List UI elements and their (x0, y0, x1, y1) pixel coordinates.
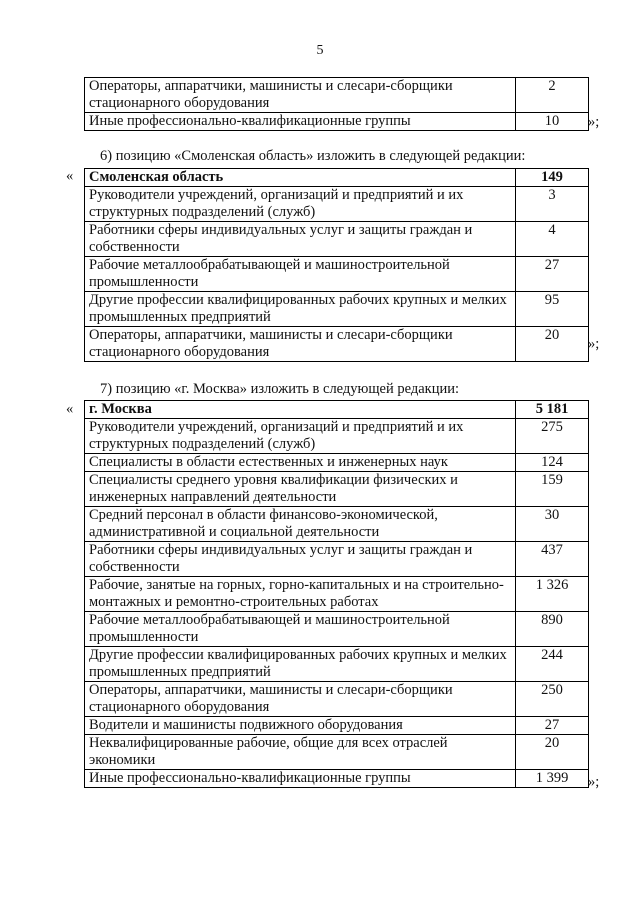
row-value: 1 399 (516, 770, 589, 788)
row-label: Рабочие металлообрабатывающей и машиностроительной промышленности (85, 257, 516, 292)
row-label: Средний персонал в области финансово-экономической, административной и социальной деятельности (85, 507, 516, 542)
row-label: Руководители учреждений, организаций и предприятий и их структурных подразделений (служб) (85, 187, 516, 222)
table-row (85, 454, 589, 472)
row-value: 3 (516, 187, 589, 222)
table-row (85, 187, 589, 222)
table-header-row (85, 169, 589, 187)
region-total: 149 (516, 169, 589, 187)
row-label: Работники сферы индивидуальных услуг и защиты граждан и собственности (85, 222, 516, 257)
open-quote: « (66, 401, 74, 417)
row-label: Другие профессии квалифицированных рабочих крупных и мелких промышленных предприятий (85, 647, 516, 682)
row-value: 124 (516, 454, 589, 472)
table-row (85, 717, 589, 735)
table-row (85, 682, 589, 717)
region-total: 5 181 (516, 401, 589, 419)
table-row (85, 222, 589, 257)
section7-intro: 7) позицию «г. Москва» изложить в следующей редакции: (100, 381, 460, 397)
row-value: 2 (516, 78, 589, 113)
table-row (85, 577, 589, 612)
close-quote: »; (588, 774, 600, 790)
row-label: Операторы, аппаратчики, машинисты и слесари-сборщики стационарного оборудования (85, 327, 516, 362)
table-row (85, 647, 589, 682)
table-row (85, 78, 589, 113)
table-row (85, 257, 589, 292)
row-label: Рабочие, занятые на горных, горно-капитальных и на строительно-монтажных и ремонтно-строительных работах (85, 577, 516, 612)
open-quote: « (66, 168, 74, 184)
row-value: 10 (516, 113, 589, 131)
table-row (85, 292, 589, 327)
row-value: 4 (516, 222, 589, 257)
row-value: 30 (516, 507, 589, 542)
row-label: Водители и машинисты подвижного оборудования (85, 717, 516, 735)
table-row (85, 472, 589, 507)
row-value: 20 (516, 735, 589, 770)
table-row (85, 113, 589, 131)
close-quote: »; (588, 114, 600, 130)
row-label: Специалисты среднего уровня квалификации физических и инженерных направлений деятельности (85, 472, 516, 507)
close-quote: »; (588, 336, 600, 352)
row-value: 244 (516, 647, 589, 682)
row-label: Другие профессии квалифицированных рабочих крупных и мелких промышленных предприятий (85, 292, 516, 327)
row-value: 20 (516, 327, 589, 362)
table-row (85, 507, 589, 542)
region-name: г. Москва (85, 401, 516, 419)
row-label: Операторы, аппаратчики, машинисты и слесари-сборщики стационарного оборудования (85, 78, 516, 113)
region-name: Смоленская область (85, 169, 516, 187)
row-value: 275 (516, 419, 589, 454)
table-smolensk (84, 168, 589, 362)
row-value: 437 (516, 542, 589, 577)
table-moscow (84, 400, 589, 788)
table-row (85, 735, 589, 770)
row-label: Специалисты в области естественных и инженерных наук (85, 454, 516, 472)
row-value: 27 (516, 717, 589, 735)
row-label: Руководители учреждений, организаций и предприятий и их структурных подразделений (служб) (85, 419, 516, 454)
row-label: Иные профессионально-квалификационные группы (85, 113, 516, 131)
row-label: Работники сферы индивидуальных услуг и защиты граждан и собственности (85, 542, 516, 577)
row-label: Операторы, аппаратчики, машинисты и слесари-сборщики стационарного оборудования (85, 682, 516, 717)
row-value: 159 (516, 472, 589, 507)
row-label: Неквалифицированные рабочие, общие для всех отраслей экономики (85, 735, 516, 770)
table-continuation (84, 77, 589, 131)
row-value: 95 (516, 292, 589, 327)
row-value: 250 (516, 682, 589, 717)
table-row (85, 542, 589, 577)
section6-intro: 6) позицию «Смоленская область» изложить в следующей редакции: (100, 148, 526, 164)
page-number: 5 (316, 43, 324, 58)
table-row (85, 770, 589, 788)
table-header-row (85, 401, 589, 419)
table-row (85, 419, 589, 454)
row-value: 1 326 (516, 577, 589, 612)
table-row (85, 612, 589, 647)
table-row (85, 327, 589, 362)
row-label: Рабочие металлообрабатывающей и машиностроительной промышленности (85, 612, 516, 647)
row-value: 890 (516, 612, 589, 647)
row-value: 27 (516, 257, 589, 292)
row-label: Иные профессионально-квалификационные группы (85, 770, 516, 788)
